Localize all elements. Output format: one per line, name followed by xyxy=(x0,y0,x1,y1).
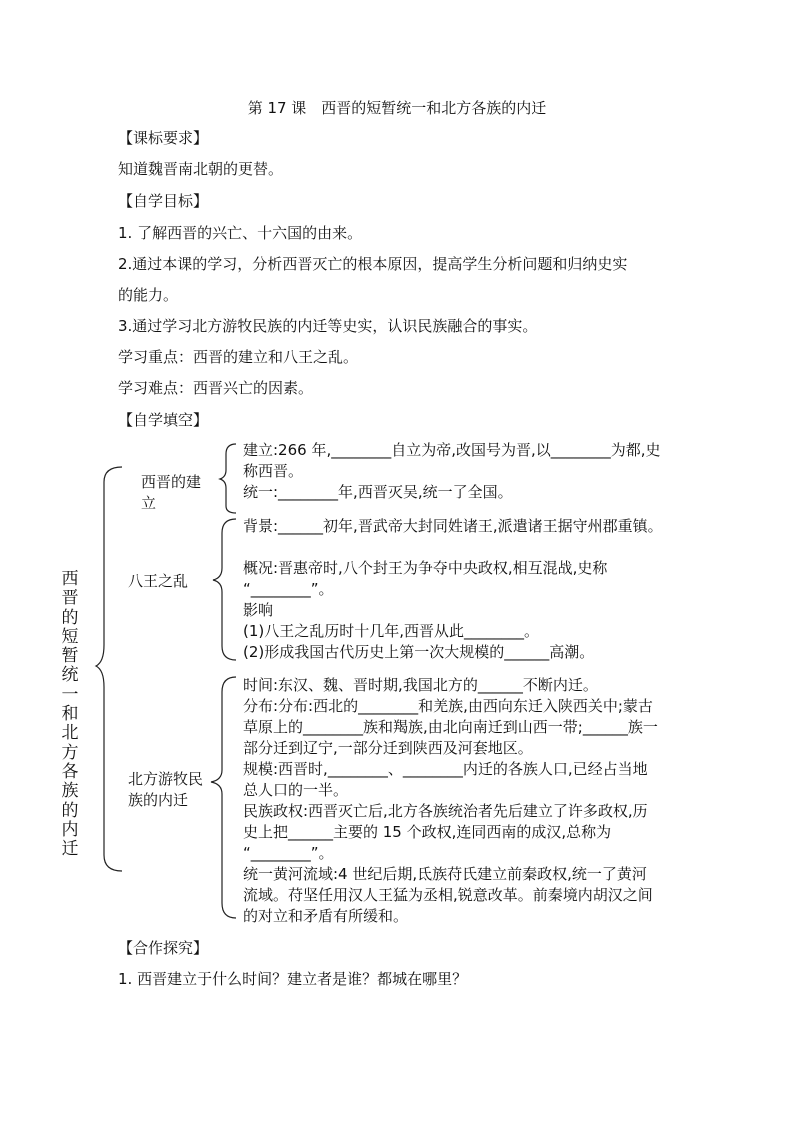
branch-label-migration-cont: 族的内迁 xyxy=(128,791,189,809)
founding-brace xyxy=(220,444,236,513)
founding-line: 统一:________年,西晋灭吴,统一了全国。 xyxy=(243,483,513,501)
goal-item: 1. 了解西晋的兴亡、十六国的由来。 xyxy=(118,224,363,242)
branch-label-eight-kings: 八王之乱 xyxy=(128,572,189,590)
root-brace xyxy=(96,467,122,871)
migration-line: 民族政权:西晋灭亡后,北方各族统治者先后建立了许多政权,历 xyxy=(243,802,648,820)
section-heading-explore: 【合作探究】 xyxy=(118,939,209,957)
migration-line: 史上把______主要的 15 个政权,连同西南的成汉,总称为 xyxy=(243,823,612,841)
eight-kings-line: “________”。 xyxy=(243,580,334,598)
migration-line: 时间:东汉、魏、晋时期,我国北方的______不断内迁。 xyxy=(243,676,598,694)
migration-line: 分布:分布:西北的________和羌族,由西向东迁入陕西关中;蒙古 xyxy=(243,697,653,715)
root-label: 西晋的短暂统一和北方各族的内迁 xyxy=(61,569,79,860)
migration-line: “________”。 xyxy=(243,844,334,862)
branch-label-founding: 西晋的建 xyxy=(141,473,202,491)
eight-kings-line: 概况:晋惠帝时,八个封王为争夺中央政权,相互混战,史称 xyxy=(243,559,608,577)
section-heading-fill: 【自学填空】 xyxy=(118,411,209,429)
migration-line: 总人口的一半。 xyxy=(243,781,349,799)
migration-line: 部分迁到辽宁,一部分迁到陕西及河套地区。 xyxy=(243,739,533,757)
founding-line: 称西晋。 xyxy=(243,462,304,480)
explore-item: 1. 西晋建立于什么时间？建立者是谁？都城在哪里？ xyxy=(118,970,468,988)
migration-line: 的对立和矛盾有所缓和。 xyxy=(243,907,409,925)
branch-label-founding-cont: 立 xyxy=(141,494,157,512)
key-point: 学习重点：西晋的建立和八王之乱。 xyxy=(118,348,359,366)
migration-brace xyxy=(211,677,236,918)
eight-kings-line: (1)八王之乱历时十几年,西晋从此________。 xyxy=(243,622,540,640)
standard-text: 知道魏晋南北朝的更替。 xyxy=(118,160,284,178)
founding-line: 建立:266 年,________自立为帝,改国号为晋,以________为都,史 xyxy=(243,441,661,459)
goal-item: 3.通过学习北方游牧民族的内迁等史实，认识民族融合的事实。 xyxy=(118,317,538,335)
migration-line: 草原上的________族和羯族,由北向南迁到山西一带;______族一 xyxy=(243,718,658,736)
branch-label-migration: 北方游牧民 xyxy=(128,770,204,788)
goal-item: 2.通过本课的学习，分析西晋灭亡的根本原因，提高学生分析问题和归纳史实 xyxy=(118,255,628,273)
eight-kings-line: (2)形成我国古代历史上第一次大规模的______高潮。 xyxy=(243,643,595,661)
migration-line: 统一黄河流域:4 世纪后期,氐族苻氏建立前秦政权,统一了黄河 xyxy=(243,865,647,883)
eight-kings-brace xyxy=(213,519,236,660)
migration-line: 流域。苻坚任用汉人王猛为丞相,锐意改革。前秦境内胡汉之间 xyxy=(243,886,653,904)
section-heading-goals: 【自学目标】 xyxy=(118,192,209,210)
migration-line: 规模:西晋时,________、________内迁的各族人口,已经占当地 xyxy=(243,760,648,778)
goal-item: 的能力。 xyxy=(118,286,179,304)
eight-kings-line: 背景:______初年,晋武帝大封同姓诸王,派遣诸王据守州郡重镇。 xyxy=(243,517,663,535)
difficulty-point: 学习难点：西晋兴亡的因素。 xyxy=(118,379,314,397)
section-heading-standard: 【课标要求】 xyxy=(118,129,209,147)
eight-kings-line: 影响 xyxy=(243,601,274,619)
page-title: 第 17 课 西晋的短暂统一和北方各族的内迁 xyxy=(247,99,547,117)
